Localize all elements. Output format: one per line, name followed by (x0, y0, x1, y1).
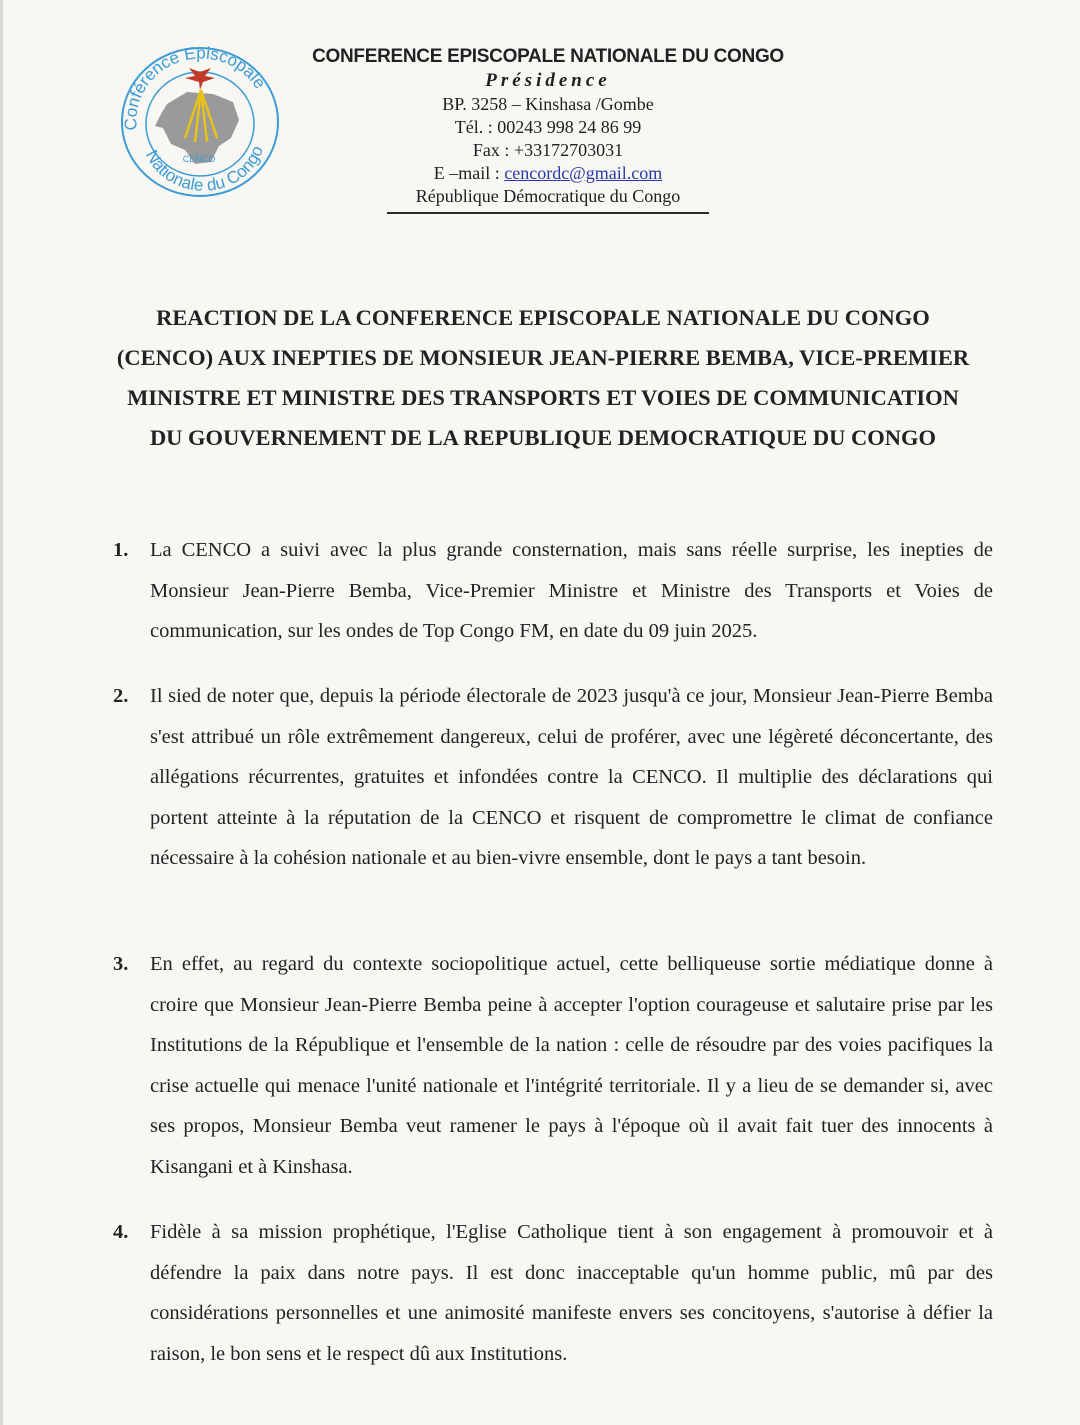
title-line: MINISTRE ET MINISTRE DES TRANSPORTS ET VOIES DE COMMUNICATION (127, 385, 959, 410)
letterhead (283, 44, 813, 208)
paragraph-number: 4. (113, 1221, 129, 1243)
numbered-paragraph (113, 1212, 993, 1374)
cenco-logo (115, 42, 285, 202)
document-title (93, 298, 993, 458)
logo-center-text: CENCO (182, 154, 216, 164)
organization-name: CONFERENCE EPISCOPALE NATIONALE DU CONGO (312, 46, 784, 67)
numbered-paragraph (113, 944, 993, 1187)
logo-ring-text: Conférence Episcopale (121, 43, 270, 131)
email-line (283, 162, 813, 185)
title-line: DU GOUVERNEMENT DE LA REPUBLIQUE DEMOCRATIQUE DU CONGO (149, 425, 937, 450)
address-line: BP. 3258 – Kinshasa /Gombe (442, 94, 654, 114)
country-line: République Démocratique du Congo (415, 186, 681, 206)
paragraph-text: En effet, au regard du contexte sociopolitique actuel, cette belliqueuse sortie médiatique donne à croire que Monsieur Jean-Pierre Bemba peine à accepter l'option courageuse et salutaire prise par les Institutions de la République et l'ensemble de la nation : celle de résoudre par des voies pacifiques la crise actuelle qui menace l'unité nationale et l'intégrité territoriale. Il y a lieu de se demander si, avec ses propos, Monsieur Bemba veut ramener le pays à l'époque où il avait fait tuer des innocents à Kisangani et à Kinshasa. (150, 953, 993, 1178)
paragraph-text: Il sied de noter que, depuis la période électorale de 2023 jusqu'à ce jour, Monsieur Jean-Pierre Bemba s'est attribué un rôle extrêmement dangereux, celui de proférer, avec une légèreté déconcertante, des allégations récurrentes, gratuites et infondées contre la CENCO. Il multiplie des déclarations qui portent atteinte à la réputation de la CENCO et risquent de compromettre le climat de confiance nécessaire à la cohésion nationale et au bien-vivre ensemble, dont le pays a tant besoin. (150, 685, 993, 869)
numbered-paragraph (113, 676, 993, 879)
email-label: E –mail : (433, 163, 505, 183)
title-line: (CENCO) AUX INEPTIES DE MONSIEUR JEAN-PIERRE BEMBA, VICE-PREMIER (116, 345, 970, 370)
logo-ring-text-bottom: Nationale du Congo (141, 143, 268, 195)
fax-line: Fax : +33172703031 (472, 140, 624, 160)
paragraph-number: 3. (113, 953, 129, 975)
title-line: REACTION DE LA CONFERENCE EPISCOPALE NATIONALE DU CONGO (156, 305, 930, 330)
paragraph-number: 1. (113, 539, 129, 561)
phone-line: Tél. : 00243 998 24 86 99 (454, 117, 642, 137)
header-divider (387, 212, 709, 214)
email-link[interactable]: cencordc@gmail.com (504, 163, 663, 183)
paragraph-number: 2. (113, 685, 129, 707)
office-title: Présidence (485, 70, 611, 91)
numbered-paragraph (113, 530, 993, 652)
paragraph-text: La CENCO a suivi avec la plus grande consternation, mais sans réelle surprise, les inepties de Monsieur Jean-Pierre Bemba, Vice-Premier Ministre et Ministre des Transports et Voies de communication, sur les ondes de Top Congo FM, en date du 09 juin 2025. (150, 539, 993, 642)
paragraph-text: Fidèle à sa mission prophétique, l'Eglise Catholique tient à son engagement à promouvoir et à défendre la paix dans notre pays. Il est donc inacceptable qu'un homme public, mû par des considérations personnelles et une animosité manifeste envers ses concitoyens, s'autorise à défier la raison, le bon sens et le respect dû aux Institutions. (150, 1221, 993, 1365)
